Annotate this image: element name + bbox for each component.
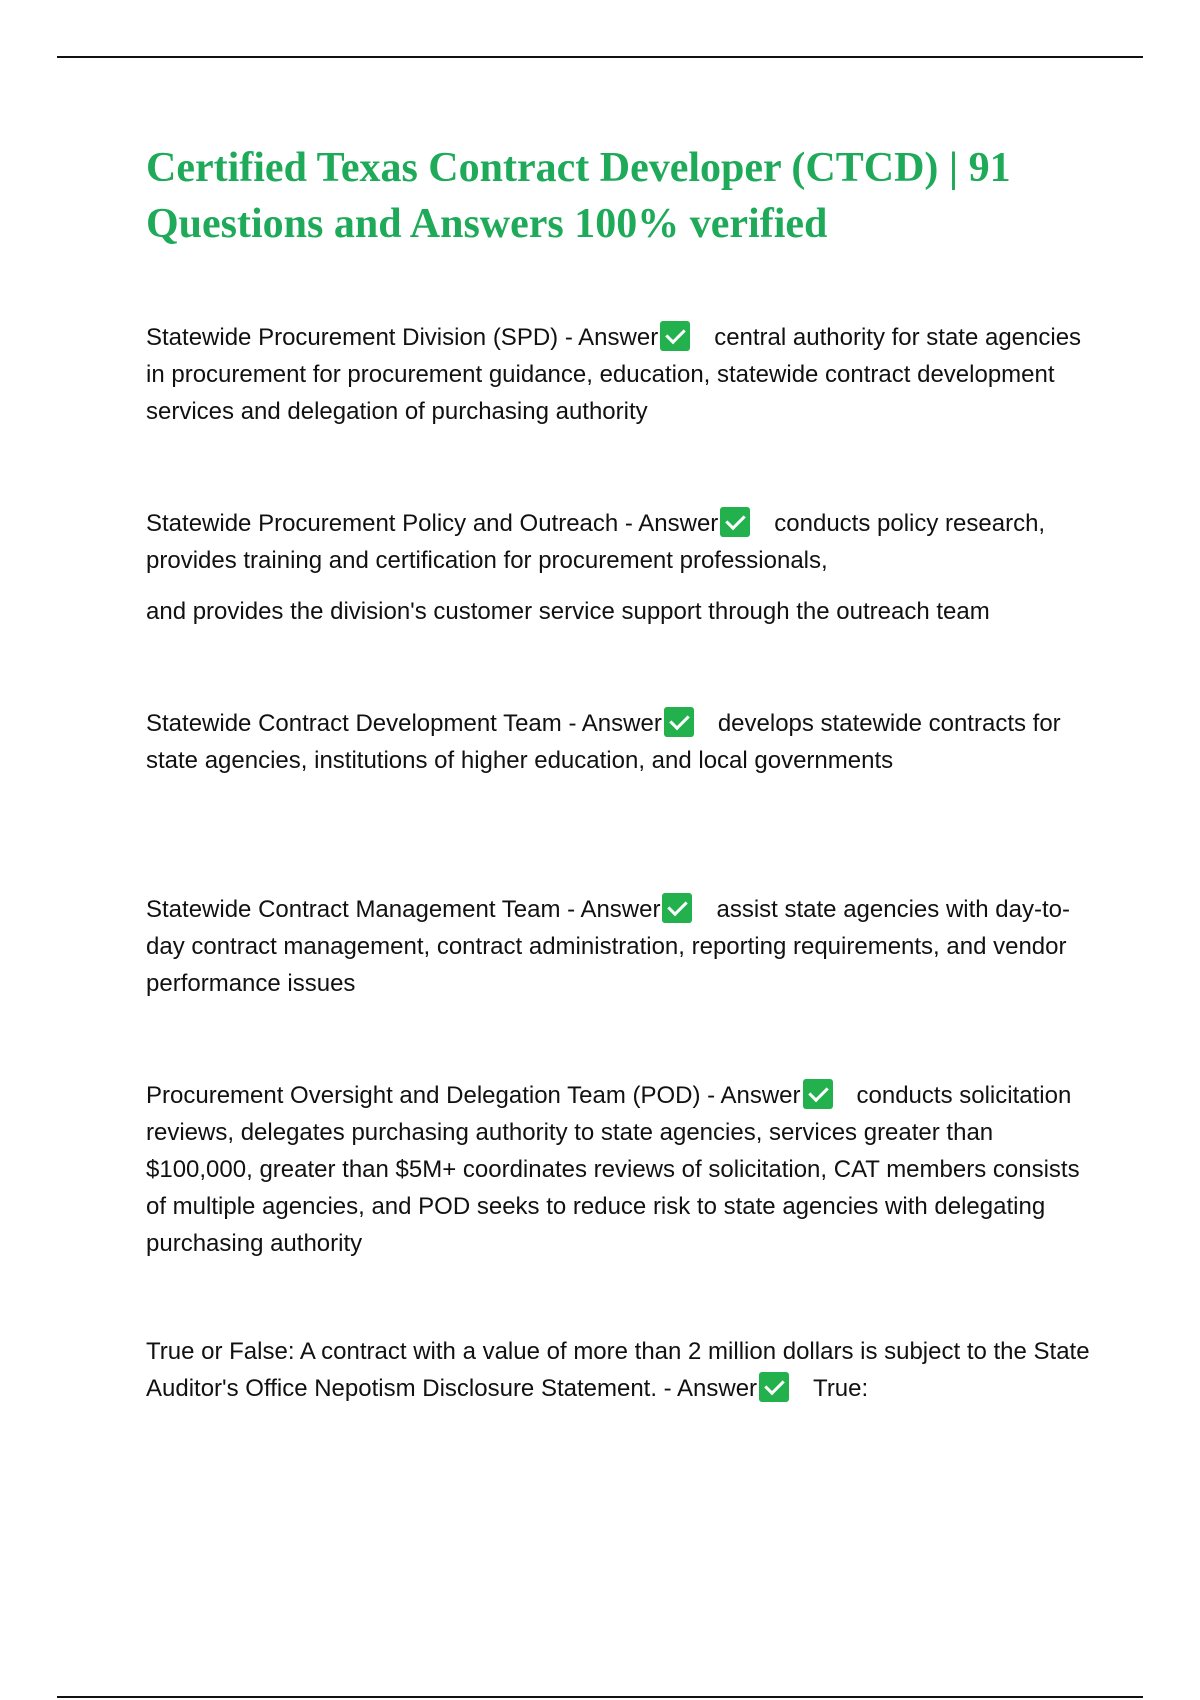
answer-label: Answer xyxy=(677,1375,758,1402)
question-text: Statewide Contract Development Team - xyxy=(146,710,582,737)
answer-label: Answer xyxy=(578,324,659,351)
question-text: Statewide Procurement Policy and Outreach - xyxy=(146,510,639,537)
answer-label: Answer xyxy=(720,1082,801,1109)
answer-text: central authority for state agencies in procurement for procurement guidance, education, statewide contract development services and delegation of purchasing authority xyxy=(146,324,1082,425)
answer-text: conducts policy research, provides training and certification for procurement professionals, xyxy=(146,510,1046,574)
answer-text-continued: and provides the division's customer service support through the outreach team xyxy=(146,598,990,625)
question-text: Procurement Oversight and Delegation Team (POD) - xyxy=(146,1082,721,1109)
check-mark-icon xyxy=(720,507,750,537)
check-mark-icon xyxy=(759,1372,789,1402)
top-rule xyxy=(57,56,1143,58)
qa-item xyxy=(146,891,1096,1002)
qa-item xyxy=(146,319,1096,430)
qa-item xyxy=(146,505,1096,630)
answer-text: True: xyxy=(813,1375,869,1402)
answer-label: Answer xyxy=(580,896,661,923)
answer-text: assist state agencies with day-to-day contract management, contract administration, reporting requirements, and vendor performance issues xyxy=(146,896,1070,997)
document-title: Certified Texas Contract Developer (CTCD) | 91 Questions and Answers 100% verified xyxy=(146,145,1011,247)
check-mark-icon xyxy=(660,321,690,351)
bottom-rule xyxy=(57,1696,1143,1698)
answer-text: develops statewide contracts for state agencies, institutions of higher education, and local governments xyxy=(146,710,1061,774)
answer-text: conducts solicitation reviews, delegates purchasing authority to state agencies, services greater than $100,000, greater than $5M+ coordinates reviews of solicitation, CAT members consists of multiple agencies, and POD seeks to reduce risk to state agencies with delegating purchasing authority xyxy=(146,1082,1080,1257)
check-mark-icon xyxy=(664,707,694,737)
answer-label: Answer xyxy=(638,510,719,537)
qa-item xyxy=(146,1333,1096,1407)
check-mark-icon xyxy=(662,893,692,923)
qa-item xyxy=(146,1077,1096,1262)
question-text: True or False: A contract with a value of more than 2 million dollars is subject to the State Auditor's Office Nepotism Disclosure Statement. - xyxy=(146,1338,1090,1402)
answer-label: Answer xyxy=(581,710,662,737)
question-text: Statewide Contract Management Team - xyxy=(146,896,581,923)
qa-item xyxy=(146,705,1096,779)
question-text: Statewide Procurement Division (SPD) - xyxy=(146,324,579,351)
line-gap xyxy=(146,579,1096,593)
check-mark-icon xyxy=(803,1079,833,1109)
